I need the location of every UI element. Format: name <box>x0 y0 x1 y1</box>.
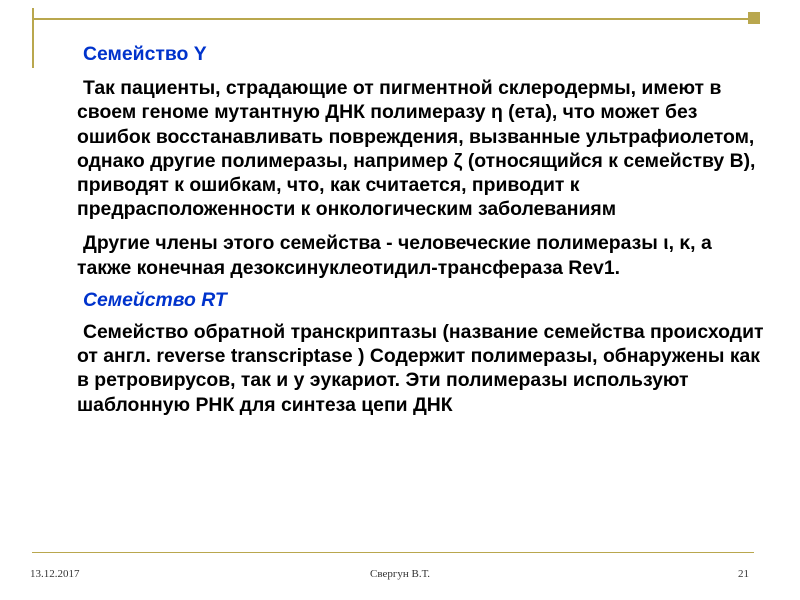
decorative-corner-square <box>748 12 760 24</box>
footer-date: 13.12.2017 <box>30 568 80 580</box>
paragraph-reverse-transcriptase: Семейство обратной транскриптазы (название семейства происходит от англ. reverse transcriptase ) Содержит полимеразы, обнаружены как в ретровирусов, так и у эукариот. Эти полимеразы используют шаблонную РНК для синтеза цепи ДНК <box>77 321 764 416</box>
heading-family-rt: Семейство RT <box>83 288 227 311</box>
footer-page-number: 21 <box>738 568 749 580</box>
decorative-footer-line <box>32 552 754 553</box>
footer-author: Свергун В.Т. <box>370 568 430 580</box>
slide-content <box>77 42 767 417</box>
heading-family-y: Семейство Y <box>83 43 207 65</box>
decorative-left-line <box>32 8 34 68</box>
paragraph-patients: Так пациенты, страдающие от пигментной склеродермы, имеют в своем геноме мутантную ДНК полимеразу η (ета), что может без ошибок восстанавливать повреждения, вызванные ультрафиолетом, однако другие полимеразы, например ζ (относящийся к семейству B), приводят к ошибкам, что, как считается, приводит к предрасположенности к онкологическим заболеваниям <box>77 77 756 221</box>
decorative-top-line <box>32 18 754 20</box>
paragraph-other-members: Другие члены этого семейства - человеческие полимеразы ι, κ, а также конечная дезоксинуклеотидил-трансфераза Rev1. <box>77 232 712 279</box>
